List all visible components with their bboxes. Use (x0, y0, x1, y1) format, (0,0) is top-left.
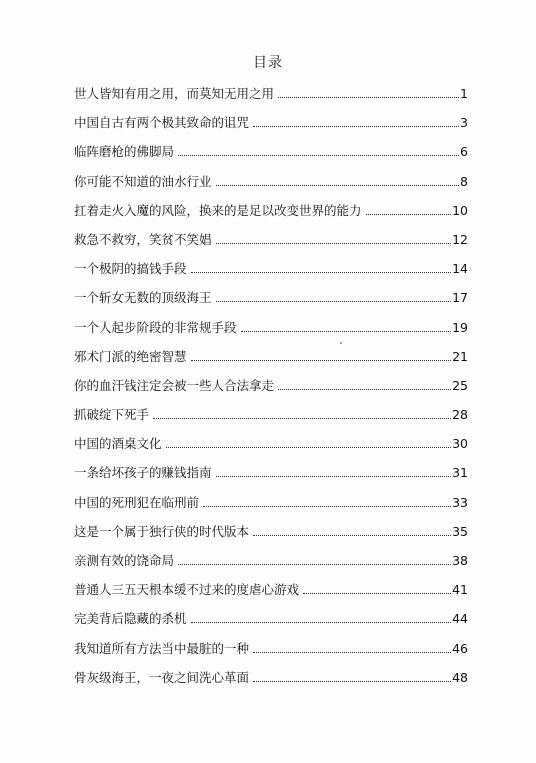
toc-entry-title: 中国的死刑犯在临刑前 (74, 494, 200, 510)
toc-entry-page: 31 (452, 465, 468, 481)
toc-entry-page: 41 (452, 582, 468, 598)
toc-entry[interactable] (74, 142, 468, 171)
toc-leader-dots (216, 301, 452, 302)
toc-leader-dots (216, 243, 452, 244)
toc-entry-page: 6 (460, 144, 468, 160)
toc-entry-title: 中国的酒桌文化 (74, 436, 162, 452)
toc-leader-dots (191, 360, 452, 361)
toc-leader-dots (278, 97, 459, 98)
toc-leader-dots (153, 418, 451, 419)
toc-entry[interactable] (74, 172, 468, 201)
table-of-contents (74, 84, 468, 697)
toc-entry-page: 10 (452, 202, 468, 218)
toc-entry[interactable] (74, 347, 468, 376)
toc-entry[interactable] (74, 230, 468, 259)
toc-entry-page: 28 (452, 407, 468, 423)
toc-entry[interactable] (74, 522, 468, 551)
toc-entry[interactable] (74, 493, 468, 522)
toc-entry-page: 19 (452, 319, 468, 335)
toc-entry-title: 你可能不知道的油水行业 (74, 173, 212, 189)
scan-speck (340, 342, 342, 344)
toc-title: 目录 (253, 55, 283, 71)
toc-entry-page: 44 (452, 611, 468, 627)
toc-entry-page: 48 (452, 669, 468, 685)
toc-leader-dots (203, 506, 451, 507)
toc-entry-title: 世人皆知有用之用，而莫知无用之用 (74, 86, 275, 101)
toc-entry[interactable] (74, 405, 468, 434)
toc-entry-title: 骨灰级海王，一夜之间洗心革面 (74, 669, 250, 685)
toc-entry-title: 一个斩女无数的顶级海王 (74, 290, 212, 306)
toc-entry-page: 38 (452, 553, 468, 568)
toc-entry-title: 扛着走火入魔的风险，换来的是足以改变世界的能力 (74, 202, 362, 218)
toc-entry-title: 救急不救穷，笑贫不笑娼 (74, 231, 212, 247)
toc-entry[interactable] (74, 84, 468, 113)
toc-entry-page: 17 (452, 290, 468, 306)
toc-leader-dots (178, 155, 459, 156)
toc-entry[interactable] (74, 318, 468, 347)
toc-entry[interactable] (74, 376, 468, 405)
toc-leader-dots (303, 593, 451, 594)
toc-entry-title: 这是一个属于独行侠的时代版本 (74, 523, 250, 539)
toc-entry-title: 亲测有效的饶命局 (74, 553, 175, 568)
toc-entry-title: 你的血汗钱注定会被一些人合法拿走 (74, 377, 275, 393)
toc-entry[interactable] (74, 288, 468, 317)
toc-leader-dots (366, 214, 452, 215)
toc-leader-dots (253, 681, 451, 682)
toc-entry-page: 12 (452, 231, 468, 247)
toc-entry[interactable] (74, 668, 468, 697)
toc-entry[interactable] (74, 434, 468, 463)
toc-entry-page: 3 (460, 115, 468, 131)
toc-entry-title: 一个极阴的搞钱手段 (74, 261, 187, 277)
toc-entry-title: 一条给坏孩子的赚钱指南 (74, 465, 212, 481)
toc-entry[interactable] (74, 609, 468, 638)
toc-entry-title: 一个人起步阶段的非常规手段 (74, 319, 237, 335)
toc-leader-dots (216, 476, 452, 477)
toc-entry-title: 邪术门派的绝密智慧 (74, 348, 187, 364)
toc-entry-page: 21 (452, 348, 468, 364)
toc-entry[interactable] (74, 113, 468, 142)
toc-leader-dots (253, 535, 451, 536)
toc-leader-dots (253, 126, 459, 127)
toc-entry-title: 普通人三五天根本缓不过来的度虐心游戏 (74, 582, 300, 598)
toc-entry-title: 中国自古有两个极其致命的诅咒 (74, 115, 250, 131)
toc-leader-dots (166, 447, 452, 448)
toc-entry-page: 30 (452, 436, 468, 452)
toc-entry-page: 8 (460, 173, 468, 189)
toc-entry-page: 33 (452, 494, 468, 510)
toc-entry-page: 14 (452, 261, 468, 277)
toc-entry-title: 临阵磨枪的佛脚局 (74, 144, 175, 160)
toc-entry-page: 25 (452, 377, 468, 393)
toc-entry-title: 我知道所有方法当中最脏的一种 (74, 640, 250, 656)
toc-leader-dots (178, 564, 451, 565)
toc-leader-dots (191, 272, 452, 273)
toc-entry-title: 抓破绽下死手 (74, 407, 150, 423)
toc-leader-dots (253, 652, 451, 653)
toc-entry[interactable] (74, 259, 468, 288)
toc-entry-title: 完美背后隐藏的杀机 (74, 611, 187, 627)
toc-entry[interactable] (74, 463, 468, 492)
toc-entry-page: 46 (452, 640, 468, 656)
toc-leader-dots (278, 389, 451, 390)
toc-entry-page: 35 (452, 523, 468, 539)
toc-leader-dots (241, 331, 452, 332)
toc-leader-dots (191, 622, 452, 623)
toc-entry[interactable] (74, 201, 468, 230)
toc-leader-dots (216, 185, 460, 186)
toc-entry[interactable] (74, 551, 468, 580)
toc-entry[interactable] (74, 580, 468, 609)
toc-entry[interactable] (74, 639, 468, 668)
toc-entry-page: 1 (460, 86, 468, 101)
